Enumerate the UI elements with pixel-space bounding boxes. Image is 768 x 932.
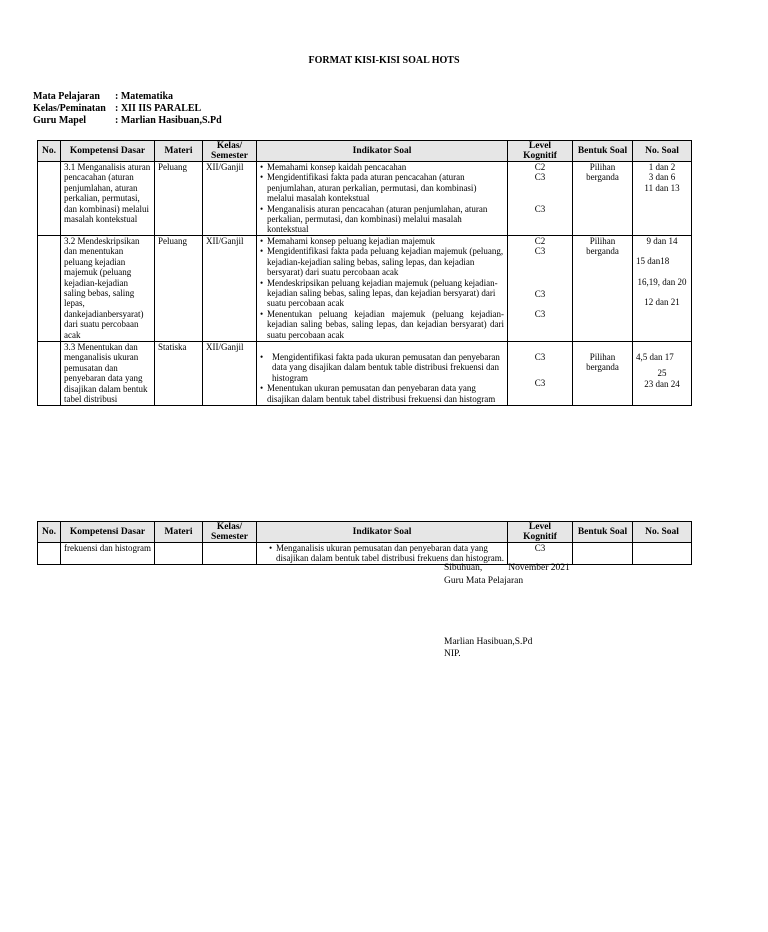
cell-bentuk — [573, 342, 633, 406]
header-materi: Materi — [155, 522, 203, 543]
cell-level — [508, 236, 573, 342]
level-item: C3 — [534, 246, 546, 257]
cell-kelas: XII/Ganjil — [203, 162, 257, 236]
cell-kelas: XII/Ganjil — [203, 236, 257, 342]
cell-materi — [155, 543, 203, 565]
level-item: C3 — [534, 172, 546, 183]
header-indikator: Indikator Soal — [257, 141, 508, 162]
nosoal-item: 1 dan 2 — [648, 162, 676, 172]
bentuk-text: Pilihan berganda — [586, 352, 619, 373]
meta-kelas-label: Kelas/Peminatan — [33, 103, 106, 114]
cell-bentuk: Pilihan berganda — [573, 236, 633, 342]
indikator-item: • Menganalisis ukuran pemusatan dan penyebaran data yang disajikan dalam bentuk tabel distribusi frekuens dan histogram. — [269, 543, 504, 564]
table-row — [38, 543, 692, 565]
meta-guru-label: Guru Mapel — [33, 115, 87, 126]
signature-place: Sibuhuan, — [444, 563, 483, 573]
level-item: C3 — [534, 309, 546, 320]
level-item: C3 — [534, 378, 546, 389]
meta-mapel-value: : Matematika — [115, 91, 174, 102]
cell-kelas: XII/Ganjil — [203, 342, 257, 406]
signature-date: November 2021 — [508, 563, 570, 573]
cell-level — [508, 162, 573, 236]
level-item: C3 — [534, 352, 546, 362]
cell-kd: 3.2 Mendeskripsikan dan menentukan peluang kejadian majemuk (peluang kejadian-kejadian saling bebas, saling lepas, dankejadianbersyarat) dari suatu percobaan acak — [61, 236, 155, 342]
indikator-item: • Memahami konsep peluang kejadian majemuk — [260, 236, 504, 246]
table-row — [38, 342, 692, 406]
header-level: Level Kognitif — [508, 141, 573, 162]
cell-materi: Statiska — [155, 342, 203, 406]
cell-kelas — [203, 543, 257, 565]
level-item: C3 — [534, 203, 546, 214]
header-nosoal: No. Soal — [633, 522, 692, 543]
signature-nip: NIP. — [444, 649, 461, 659]
nosoal-item: 16,19, dan 20 — [637, 276, 687, 287]
header-no: No. — [38, 522, 61, 543]
cell-indikator — [257, 342, 508, 406]
nosoal-item: 3 dan 6 — [648, 172, 676, 183]
indikator-item: • Mendeskripsikan peluang kejadian majemuk (peluang kejadian-kejadian saling bebas, saling lepas, dan kejadian bersyarat) dari suatu percobaan acak — [260, 278, 504, 309]
header-indikator: Indikator Soal — [257, 522, 508, 543]
meta-mapel — [33, 91, 173, 103]
meta-guru — [33, 115, 222, 127]
cell-kd: 3.3 Menentukan dan menganalisis ukuran pemusatan dan penyebaran data yang disajikan dalam bentuk tabel distribusi — [61, 342, 155, 406]
cell-materi: Peluang — [155, 162, 203, 236]
cell-level — [508, 342, 573, 406]
header-kompetensi: Kompetensi Dasar — [61, 141, 155, 162]
cell-level: C3 — [508, 543, 573, 565]
cell-no — [38, 162, 61, 236]
indikator-item: • Mengidentifikasi fakta pada aturan pencacahan (aturan penjumlahan, aturan perkalian, permutasi, dan kombinasi) melalui masalah kontekstual — [260, 172, 504, 203]
table-row — [38, 162, 692, 236]
header-bentuk: Bentuk Soal — [573, 141, 633, 162]
cell-no — [38, 543, 61, 565]
table-header-row — [38, 141, 692, 162]
cell-nosoal — [633, 236, 692, 342]
meta-mapel-label: Mata Pelajaran — [33, 91, 100, 102]
cell-bentuk — [573, 543, 633, 565]
nosoal-item: 4,5 dan 17 — [636, 352, 674, 362]
cell-indikator — [257, 236, 508, 342]
cell-bentuk: Pilihan berganda — [573, 162, 633, 236]
header-kelas: Kelas/ Semester — [203, 141, 257, 162]
indikator-item: • Menentukan ukuran pemusatan dan penyebaran data yang disajikan dalam bentuk tabel distribusi frekuensi dan histogram — [260, 383, 504, 404]
indikator-item: • Memahami konsep kaidah pencacahan — [260, 162, 504, 172]
cell-kd: 3.1 Menganalisis aturan pencacahan (aturan penjumlahan, aturan perkalian, permutasi, dan kombinasi) melalui masalah kontekstual — [61, 162, 155, 236]
signature-name: Marlian Hasibuan,S.Pd — [444, 637, 533, 647]
meta-guru-value: : Marlian Hasibuan,S.Pd — [115, 115, 222, 126]
nosoal-item: 25 — [657, 368, 667, 379]
meta-kelas — [33, 103, 201, 115]
nosoal-item: 11 dan 13 — [644, 182, 680, 193]
level-item: C2 — [534, 236, 546, 246]
cell-materi: Peluang — [155, 236, 203, 342]
kisi-kisi-table — [37, 140, 692, 406]
cell-indikator — [257, 162, 508, 236]
table-row — [38, 236, 692, 342]
nosoal-item: 15 dan18 — [636, 256, 670, 267]
header-bentuk: Bentuk Soal — [573, 522, 633, 543]
header-materi: Materi — [155, 141, 203, 162]
cell-nosoal — [633, 543, 692, 565]
signature-role: Guru Mata Pelajaran — [444, 576, 524, 586]
document-title: FORMAT KISI-KISI SOAL HOTS — [308, 55, 460, 66]
cell-no — [38, 236, 61, 342]
indikator-item: • Mengidentifikasi fakta pada ukuran pemusatan dan penyebaran data yang disajikan dalam bentuk table distribusi frekuensi dan histogram — [260, 352, 504, 383]
level-item: C2 — [534, 162, 546, 172]
cell-kd: frekuensi dan histogram — [61, 543, 155, 565]
level-item: C3 — [534, 288, 546, 299]
nosoal-item: 12 dan 21 — [644, 297, 680, 308]
header-kelas: Kelas/ Semester — [203, 522, 257, 543]
header-nosoal: No. Soal — [633, 141, 692, 162]
indikator-item: • Menentukan peluang kejadian majemuk (peluang kejadian-kejadian saling bebas, saling lepas, dan kejadian bersyarat) dari suatu percobaan acak — [260, 309, 504, 340]
indikator-item: • Mengidentifikasi fakta pada peluang kejadian majemuk (peluang, kejadian-kejadian saling bebas, saling lepas, dan kejadian bersyarat) dari suatu percobaan acak — [260, 246, 504, 277]
nosoal-item: 9 dan 14 — [646, 236, 678, 246]
table-header-row — [38, 522, 692, 543]
header-level: Level Kognitif — [508, 522, 573, 543]
header-no: No. — [38, 141, 61, 162]
header-kompetensi: Kompetensi Dasar — [61, 522, 155, 543]
indikator-item: • Menganalisis aturan pencacahan (aturan penjumlahan, aturan perkalian, permutasi, dan kombinasi) melalui masalah kontekstual — [260, 204, 504, 235]
signature-date-line — [444, 562, 574, 574]
cell-no — [38, 342, 61, 406]
kisi-kisi-table-continued — [37, 521, 692, 565]
nosoal-item: 23 dan 24 — [644, 378, 680, 389]
cell-nosoal — [633, 342, 692, 406]
meta-kelas-value: : XII IIS PARALEL — [115, 103, 202, 114]
cell-nosoal — [633, 162, 692, 236]
